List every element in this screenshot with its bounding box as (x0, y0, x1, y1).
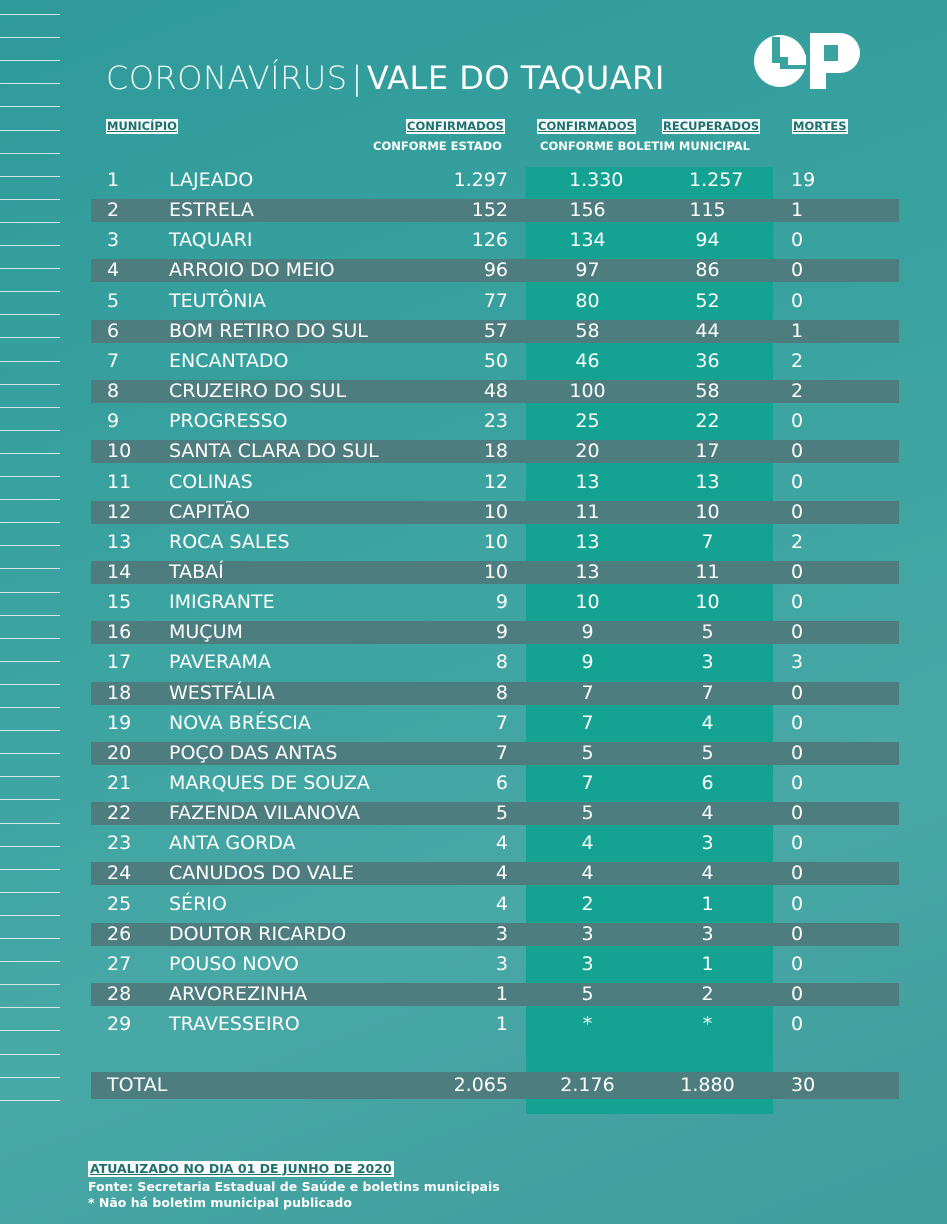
confirmed-state: 77 (483, 289, 508, 312)
recovered: 52 (695, 289, 720, 312)
header-conforme-boletim: CONFORME BOLETIM MUNICIPAL (540, 139, 750, 153)
deaths: 0 (791, 983, 804, 1006)
row-number: 26 (107, 922, 132, 945)
row-number: 24 (107, 862, 132, 885)
table-row (91, 290, 899, 313)
rule-line (0, 1030, 60, 1031)
deaths: 19 (791, 169, 816, 191)
decorative-rules (0, 0, 60, 1224)
rule-line (0, 106, 60, 107)
rule-line (0, 384, 60, 385)
municipality-name: POÇO DAS ANTAS (169, 741, 338, 764)
total-row (91, 1072, 899, 1099)
deaths: 0 (791, 892, 804, 915)
deaths: 0 (791, 410, 804, 433)
confirmed-bulletin: 13 (575, 560, 600, 583)
row-number: 1 (107, 169, 120, 191)
row-number: 25 (107, 892, 132, 915)
confirmed-state: 23 (483, 410, 508, 433)
municipality-name: SÉRIO (169, 892, 227, 915)
confirmed-bulletin: 4 (581, 832, 594, 855)
row-number: 29 (107, 1013, 132, 1036)
rule-line (0, 869, 60, 870)
deaths: 0 (791, 440, 804, 463)
municipality-name: ANTA GORDA (169, 832, 296, 855)
row-number: 18 (107, 681, 132, 704)
rule-line (0, 476, 60, 477)
rule-line (0, 823, 60, 824)
confirmed-bulletin: 10 (575, 591, 600, 614)
rule-line (0, 361, 60, 362)
confirmed-state: 6 (495, 772, 508, 794)
municipality-name: ESTRELA (169, 199, 254, 222)
municipality-name: ENCANTADO (169, 349, 289, 372)
confirmed-state: 4 (495, 832, 508, 855)
deaths: 0 (791, 591, 804, 614)
deaths: 1 (791, 199, 804, 222)
municipality-name: CAPITÃO (169, 500, 251, 523)
recovered: 7 (701, 530, 714, 553)
deaths: 0 (791, 229, 804, 252)
table-row (91, 712, 899, 735)
deaths: 0 (791, 862, 804, 885)
rule-line (0, 314, 60, 315)
rule-line (0, 83, 60, 84)
confirmed-bulletin: 7 (581, 681, 594, 704)
deaths: 0 (791, 1013, 804, 1036)
confirmed-bulletin: 5 (581, 802, 594, 825)
row-number: 15 (107, 591, 132, 614)
confirmed-bulletin: 3 (581, 952, 594, 975)
row-number: 7 (107, 349, 120, 372)
row-number: 2 (107, 199, 120, 222)
table-row (91, 199, 899, 222)
confirmed-state: 12 (483, 470, 508, 493)
table-row (91, 862, 899, 885)
rule-line (0, 407, 60, 408)
recovered: 86 (695, 259, 720, 282)
confirmed-bulletin: 11 (575, 500, 600, 523)
rule-line (0, 799, 60, 800)
recovered: 3 (701, 832, 714, 855)
municipality-name: PROGRESSO (169, 410, 288, 433)
deaths: 0 (791, 711, 804, 734)
footer-source: Fonte: Secretaria Estadual de Saúde e boletins municipais (88, 1179, 500, 1194)
rule-line (0, 892, 60, 893)
table-row (91, 259, 899, 282)
confirmed-bulletin: 5 (581, 741, 594, 764)
deaths: 0 (791, 289, 804, 312)
row-number: 23 (107, 832, 132, 855)
total-label: TOTAL (107, 1074, 168, 1096)
rule-line (0, 776, 60, 777)
confirmed-state: 8 (495, 681, 508, 704)
rule-line (0, 453, 60, 454)
footer-note: * Não há boletim municipal publicado (88, 1195, 352, 1210)
recovered: 10 (695, 500, 720, 523)
table-row (91, 1013, 899, 1036)
recovered: 36 (695, 349, 720, 372)
confirmed-state: 7 (495, 711, 508, 734)
row-number: 3 (107, 229, 120, 252)
confirmed-state: 4 (495, 862, 508, 885)
rule-line (0, 568, 60, 569)
deaths: 0 (791, 259, 804, 282)
row-number: 11 (107, 470, 132, 493)
header-conforme-estado: CONFORME ESTADO (373, 139, 502, 153)
rule-line (0, 730, 60, 731)
municipality-name: PAVERAMA (169, 651, 271, 674)
title-separator: | (351, 59, 363, 97)
total-mortes: 30 (791, 1074, 816, 1096)
table-row (91, 229, 899, 252)
rule-line (0, 984, 60, 985)
confirmed-bulletin: 100 (569, 380, 606, 403)
header-recuperados: RECUPERADOS (663, 119, 760, 133)
rule-line (0, 60, 60, 61)
confirmed-state: 48 (483, 380, 508, 403)
header-confirmados-boletim: CONFIRMADOS (538, 119, 635, 133)
rule-line (0, 615, 60, 616)
table-row (91, 923, 899, 946)
recovered: 11 (695, 560, 720, 583)
confirmed-bulletin: 7 (581, 772, 594, 794)
confirmed-state: 152 (471, 199, 508, 222)
row-number: 27 (107, 952, 132, 975)
rule-line (0, 1077, 60, 1078)
header-municipio: MUNICÍPIO (107, 119, 177, 133)
total-estado: 2.065 (453, 1074, 508, 1096)
recovered: * (702, 1013, 713, 1036)
municipality-name: ARROIO DO MEIO (169, 259, 335, 282)
table-row (91, 983, 899, 1006)
confirmed-state: 8 (495, 651, 508, 674)
confirmed-bulletin: * (582, 1013, 593, 1036)
recovered: 94 (695, 229, 720, 252)
table-row (91, 893, 899, 916)
municipality-name: MARQUES DE SOUZA (169, 772, 370, 794)
recovered: 4 (701, 711, 714, 734)
deaths: 0 (791, 802, 804, 825)
confirmed-bulletin: 58 (575, 319, 600, 342)
municipality-name: WESTFÁLIA (169, 681, 275, 704)
rule-line (0, 337, 60, 338)
confirmed-bulletin: 13 (575, 530, 600, 553)
rule-line (0, 245, 60, 246)
row-number: 19 (107, 711, 132, 734)
municipality-name: NOVA BRÉSCIA (169, 711, 311, 734)
confirmed-bulletin: 20 (575, 440, 600, 463)
confirmed-bulletin: 80 (575, 289, 600, 312)
rule-line (0, 638, 60, 639)
rule-line (0, 592, 60, 593)
municipality-name: ARVOREZINHA (169, 983, 308, 1006)
recovered: 17 (695, 440, 720, 463)
rule-line (0, 130, 60, 131)
recovered: 1.257 (689, 169, 744, 191)
row-number: 22 (107, 802, 132, 825)
deaths: 0 (791, 621, 804, 644)
confirmed-bulletin: 5 (581, 983, 594, 1006)
page-title (106, 56, 665, 100)
rule-line (0, 291, 60, 292)
row-number: 6 (107, 319, 120, 342)
row-number: 17 (107, 651, 132, 674)
confirmed-state: 18 (483, 440, 508, 463)
table-row (91, 471, 899, 494)
rule-line (0, 153, 60, 154)
confirmed-state: 1 (495, 983, 508, 1006)
municipality-name: FAZENDA VILANOVA (169, 802, 360, 825)
confirmed-state: 9 (495, 591, 508, 614)
header-confirmados-estado: CONFIRMADOS (407, 119, 504, 133)
row-number: 14 (107, 560, 132, 583)
rule-line (0, 14, 60, 15)
rule-line (0, 961, 60, 962)
rule-line (0, 753, 60, 754)
confirmed-state: 10 (483, 560, 508, 583)
deaths: 0 (791, 772, 804, 794)
deaths: 0 (791, 470, 804, 493)
municipality-name: TRAVESSEIRO (169, 1013, 300, 1036)
confirmed-state: 126 (471, 229, 508, 252)
rule-line (0, 684, 60, 685)
confirmed-state: 5 (495, 802, 508, 825)
row-number: 21 (107, 772, 132, 794)
rule-line (0, 1054, 60, 1055)
recovered: 2 (701, 983, 714, 1006)
confirmed-bulletin: 97 (575, 259, 600, 282)
recovered: 22 (695, 410, 720, 433)
rule-line (0, 545, 60, 546)
header-mortes: MORTES (793, 119, 847, 133)
total-boletim: 2.176 (560, 1074, 615, 1096)
deaths: 0 (791, 952, 804, 975)
confirmed-state: 57 (483, 319, 508, 342)
municipality-name: DOUTOR RICARDO (169, 922, 347, 945)
municipality-name: SANTA CLARA DO SUL (169, 440, 379, 463)
municipality-name: TEUTÔNIA (169, 289, 266, 312)
table-row (91, 531, 899, 554)
table-row (91, 832, 899, 855)
footer-updated: ATUALIZADO NO DIA 01 DE JUNHO DE 2020 (90, 1161, 392, 1176)
recovered: 10 (695, 591, 720, 614)
municipality-name: COLINAS (169, 470, 253, 493)
confirmed-state: 10 (483, 530, 508, 553)
recovered: 4 (701, 802, 714, 825)
row-number: 5 (107, 289, 120, 312)
confirmed-bulletin: 46 (575, 349, 600, 372)
recovered: 13 (695, 470, 720, 493)
row-number: 4 (107, 259, 120, 282)
confirmed-bulletin: 9 (581, 651, 594, 674)
row-number: 10 (107, 440, 132, 463)
total-recuperados: 1.880 (680, 1074, 735, 1096)
row-number: 16 (107, 621, 132, 644)
table-row (91, 591, 899, 614)
recovered: 6 (701, 772, 714, 794)
table-row (91, 440, 899, 463)
recovered: 44 (695, 319, 720, 342)
confirmed-state: 7 (495, 741, 508, 764)
municipality-name: TAQUARI (169, 229, 253, 252)
confirmed-state: 96 (483, 259, 508, 282)
table-row (91, 772, 899, 795)
confirmed-bulletin: 156 (569, 199, 606, 222)
deaths: 0 (791, 922, 804, 945)
confirmed-state: 1 (495, 1013, 508, 1036)
gp-logo-icon (752, 27, 862, 95)
title-part2: VALE DO TAQUARI (366, 59, 665, 97)
recovered: 115 (689, 199, 726, 222)
deaths: 0 (791, 832, 804, 855)
confirmed-bulletin: 1.330 (569, 169, 624, 191)
table-row (91, 410, 899, 433)
confirmed-bulletin: 25 (575, 410, 600, 433)
row-number: 12 (107, 500, 132, 523)
rule-line (0, 430, 60, 431)
deaths: 2 (791, 380, 804, 403)
confirmed-state: 4 (495, 892, 508, 915)
confirmed-bulletin: 7 (581, 711, 594, 734)
rule-line (0, 1007, 60, 1008)
deaths: 2 (791, 349, 804, 372)
confirmed-bulletin: 9 (581, 621, 594, 644)
title-part1: CORONAVÍRUS (106, 59, 348, 97)
rule-line (0, 938, 60, 939)
recovered: 5 (701, 741, 714, 764)
row-number: 9 (107, 410, 120, 433)
table-row (91, 682, 899, 705)
confirmed-state: 3 (495, 922, 508, 945)
confirmed-bulletin: 134 (569, 229, 606, 252)
rule-line (0, 268, 60, 269)
table-row (91, 169, 899, 192)
table-row (91, 561, 899, 584)
municipality-name: LAJEADO (169, 169, 254, 191)
rule-line (0, 222, 60, 223)
table-row (91, 621, 899, 644)
confirmed-state: 1.297 (453, 169, 508, 191)
confirmed-state: 50 (483, 349, 508, 372)
rule-line (0, 176, 60, 177)
municipality-name: ROCA SALES (169, 530, 290, 553)
recovered: 3 (701, 922, 714, 945)
table-row (91, 380, 899, 403)
recovered: 1 (701, 952, 714, 975)
confirmed-bulletin: 3 (581, 922, 594, 945)
rule-line (0, 522, 60, 523)
deaths: 3 (791, 651, 804, 674)
municipality-name: TABAÍ (169, 560, 224, 583)
recovered: 4 (701, 862, 714, 885)
table-row (91, 651, 899, 674)
confirmed-bulletin: 4 (581, 862, 594, 885)
recovered: 58 (695, 380, 720, 403)
municipality-name: POUSO NOVO (169, 952, 299, 975)
rule-line (0, 915, 60, 916)
row-number: 28 (107, 983, 132, 1006)
confirmed-state: 9 (495, 621, 508, 644)
municipality-name: MUÇUM (169, 621, 243, 644)
recovered: 1 (701, 892, 714, 915)
municipality-name: CRUZEIRO DO SUL (169, 380, 347, 403)
deaths: 2 (791, 530, 804, 553)
rule-line (0, 661, 60, 662)
deaths: 0 (791, 500, 804, 523)
deaths: 0 (791, 741, 804, 764)
row-number: 20 (107, 741, 132, 764)
table-row (91, 501, 899, 524)
row-number: 8 (107, 380, 120, 403)
table-row (91, 320, 899, 343)
table-row (91, 742, 899, 765)
rule-line (0, 707, 60, 708)
row-number: 13 (107, 530, 132, 553)
confirmed-state: 10 (483, 500, 508, 523)
rule-line (0, 199, 60, 200)
confirmed-bulletin: 2 (581, 892, 594, 915)
table-row (91, 350, 899, 373)
rule-line (0, 1100, 60, 1101)
recovered: 7 (701, 681, 714, 704)
rule-line (0, 37, 60, 38)
recovered: 3 (701, 651, 714, 674)
municipality-name: BOM RETIRO DO SUL (169, 319, 368, 342)
rule-line (0, 846, 60, 847)
confirmed-state: 3 (495, 952, 508, 975)
deaths: 1 (791, 319, 804, 342)
municipality-name: IMIGRANTE (169, 591, 275, 614)
confirmed-bulletin: 13 (575, 470, 600, 493)
table-row (91, 953, 899, 976)
table-row (91, 802, 899, 825)
municipality-name: CANUDOS DO VALE (169, 862, 355, 885)
deaths: 0 (791, 560, 804, 583)
deaths: 0 (791, 681, 804, 704)
recovered: 5 (701, 621, 714, 644)
rule-line (0, 499, 60, 500)
